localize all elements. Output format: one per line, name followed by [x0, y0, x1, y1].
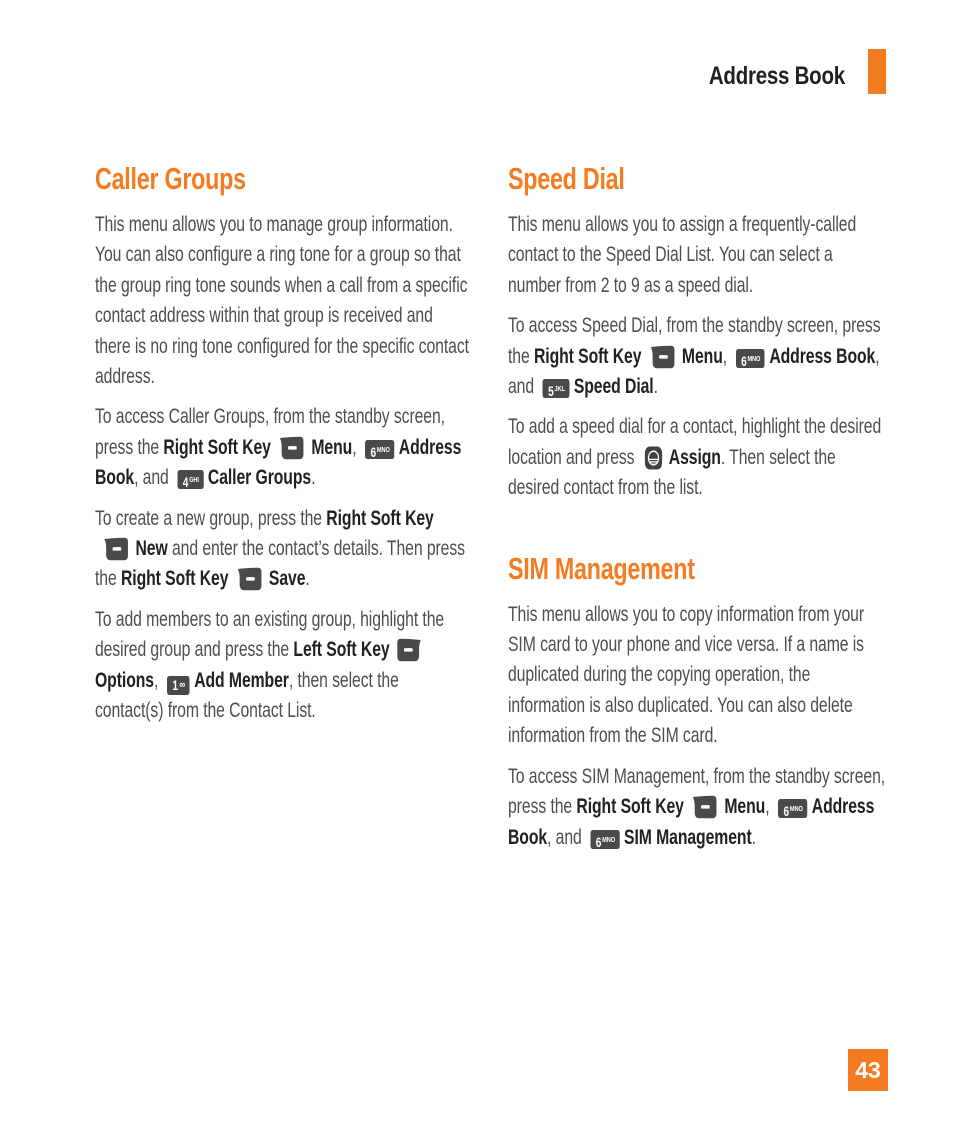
body-text: To access Speed Dial, from the standby screen, press the — [508, 314, 881, 368]
section-heading: SIM Management — [508, 550, 695, 586]
bold-text: Right Soft Key — [163, 435, 271, 459]
key-5-jkl-icon: $5^{JKL}$ — [543, 379, 569, 398]
section-heading: Caller Groups — [95, 161, 246, 196]
bold-text: Menu — [311, 435, 353, 459]
bold-text: SIM Management — [624, 825, 752, 849]
section-heading: Speed Dial — [508, 161, 625, 196]
paragraph — [508, 600, 888, 752]
bold-text: Options — [95, 668, 154, 692]
bold-text: Right Soft Key — [326, 506, 434, 530]
section-caller-groups — [95, 162, 470, 727]
bold-text: New — [135, 537, 168, 561]
header-accent-tab — [868, 49, 886, 94]
page-number: 43 — [855, 1056, 881, 1083]
body-text: . — [311, 466, 316, 490]
key-6-mno-icon: $6^{MNO}$ — [736, 349, 765, 368]
paragraph — [508, 210, 888, 301]
body-text: , — [722, 344, 732, 368]
bold-text: Address Book — [769, 344, 876, 368]
bold-text: Add Member — [194, 668, 289, 692]
bold-text: Speed Dial — [573, 375, 654, 399]
left-soft-key-icon — [390, 638, 431, 661]
body-text: . Then select the desired contact from the list. — [508, 445, 836, 500]
bold-text: Assign — [668, 445, 721, 469]
right-soft-key-icon — [641, 345, 682, 368]
paragraph — [95, 605, 470, 727]
body-text: . — [751, 825, 756, 849]
body-text: To add a speed dial for a contact, highlight the desired location and press — [508, 415, 882, 469]
section-speed-dial — [508, 162, 888, 504]
center-select-key-icon — [639, 446, 669, 469]
key-6-mno-icon: $6^{MNO}$ — [778, 799, 807, 818]
right-soft-key-icon — [228, 567, 269, 590]
body-text: . — [653, 375, 658, 399]
body-text: , — [765, 795, 774, 819]
bold-text: Save — [268, 567, 306, 591]
right-soft-key-icon — [684, 795, 725, 818]
column-left — [95, 162, 470, 737]
body-text: This menu allows you to manage group information. You can also configure a ring tone for a group so that the group ring tone sounds when a call from a specific contact address within that group is received and there is no ring tone configured for the specific contact address. — [95, 213, 469, 389]
body-text: , and — [134, 466, 174, 490]
right-soft-key-icon — [271, 436, 312, 459]
bold-text: Menu — [724, 795, 766, 819]
bold-text: Address Book — [95, 435, 462, 490]
body-text: This menu allows you to assign a frequently-called contact to the Speed Dial List. You can select a number from 2 to 9 as a speed dial. — [508, 213, 857, 297]
body-text: , and — [547, 825, 587, 849]
body-text: and enter the contact’s details. Then press the — [95, 537, 465, 591]
bold-text: Menu — [681, 344, 723, 368]
bold-text: Right Soft Key — [576, 795, 684, 819]
bold-text: Address Book — [508, 795, 875, 849]
body-text: To add members to an existing group, highlight the desired group and press the — [95, 607, 445, 662]
page-number-badge — [848, 1049, 888, 1091]
body-text: This menu allows you to copy information from your SIM card to your phone and vice versa. If a name is duplicated during the copying operation, the information is also duplicated. You can also delete information from the SIM card. — [508, 602, 865, 748]
body-text: To access SIM Management, from the standby screen, press the — [508, 764, 886, 819]
body-text: , — [352, 435, 361, 459]
body-text: , — [153, 668, 163, 692]
body-text: , and — [508, 344, 880, 399]
right-soft-key-icon — [95, 537, 136, 560]
key-6-mno-icon: $6^{MNO}$ — [591, 830, 620, 849]
body-text: . — [305, 567, 310, 591]
key-4-ghi-icon: $4^{GHI}$ — [178, 470, 204, 489]
paragraph — [95, 402, 470, 493]
bold-text: Left Soft Key — [293, 638, 390, 662]
paragraph — [508, 412, 888, 503]
column-right — [508, 162, 888, 863]
section-sim-management — [508, 552, 888, 853]
body-text: , then select the contact(s) from the Contact List. — [95, 668, 399, 723]
paragraph — [508, 762, 888, 853]
paragraph — [95, 504, 470, 595]
paragraph — [95, 210, 470, 392]
paragraph — [508, 311, 888, 402]
bold-text: Caller Groups — [207, 466, 312, 490]
body-text: To create a new group, press the — [95, 506, 327, 530]
bold-text: Right Soft Key — [120, 567, 229, 591]
page-header-title: Address Book — [708, 62, 845, 90]
key-6-mno-icon: $6^{MNO}$ — [365, 440, 394, 459]
bold-text: Right Soft Key — [533, 344, 642, 368]
key-1-voicemail-icon: 1 ∞ — [167, 676, 190, 695]
body-text: To access Caller Groups, from the standby screen, press the — [95, 405, 445, 459]
